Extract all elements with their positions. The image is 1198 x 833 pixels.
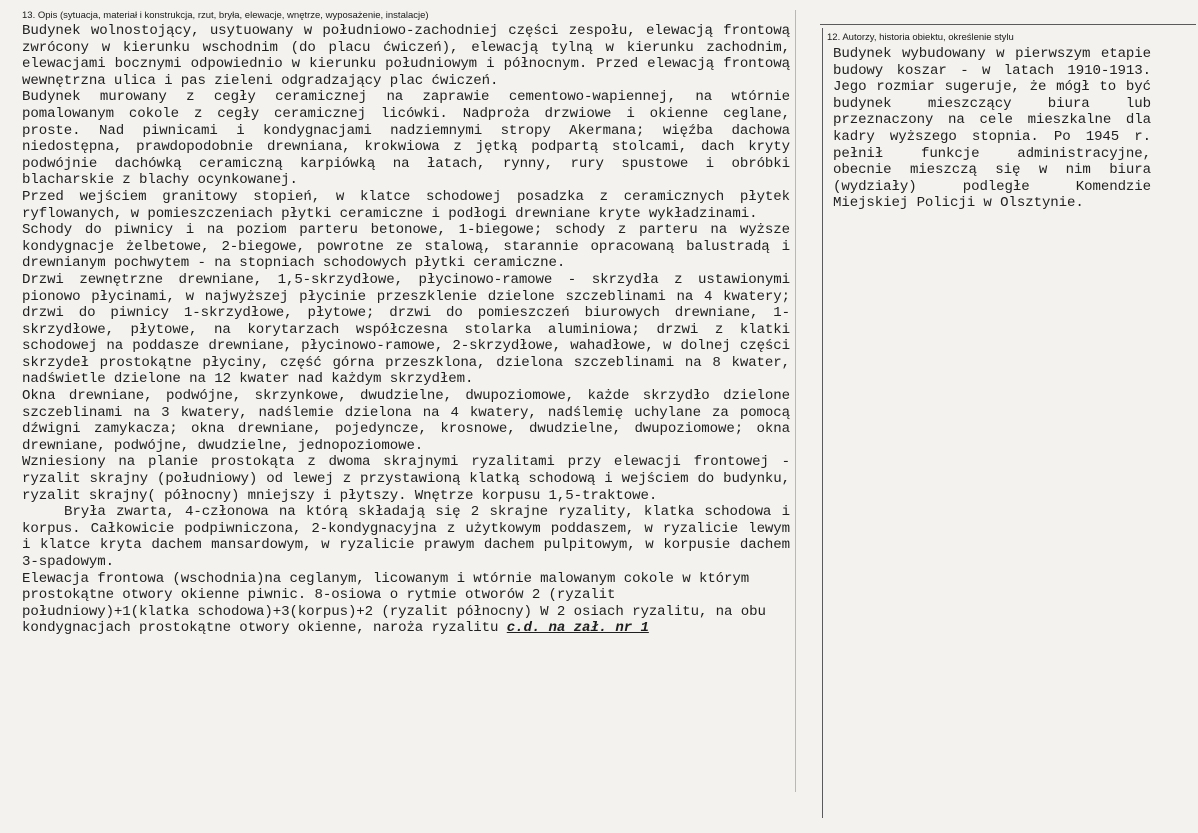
right-section-top-border	[820, 24, 1196, 25]
paragraph-windows: Okna drewniane, podwójne, skrzynkowe, dwudzielne, dwupoziomowe, każde skrzydło dzielone szczeblinami na 3 kwatery, nadślemie dzielona na 4 kwatery, nadślemię uchylane za pomocą dźwigni zamykacza; okna drewniane, pojedyncze, krosnowe, dwudzielne, dwupoziomowe; okna drewniane, podwójne, dwudzielne, jednopoziomowe.	[22, 388, 790, 454]
paragraph-massing: Bryła zwarta, 4-członowa na którą składają się 2 skrajne ryzality, klatka schodowa i korpus. Całkowicie podpiwniczona, 2-kondygnacyjna z użytkowym poddaszem, w ryzalicie lewym i klatce kryta dachem mansardowym, w ryzalicie prawym dachem pulpitowym, w korpusie dachem 3-spadowym.	[22, 504, 790, 570]
paragraph-floors: Przed wejściem granitowy stopień, w klatce schodowej posadzka z ceramicznych płytek ryflowanych, w pomieszczeniach płytki ceramiczne i podłogi drewniane kryte wykładzinami.	[22, 188, 790, 222]
paragraph-construction: Budynek murowany z cegły ceramicznej na zaprawie cementowo-wapiennej, na wtórnie pomalowanym cokole z cegły ceramicznej licówki. Nadproża drzwiowe i okienne ceglane, proste. Nad piwnicami i kondygnacjami nadziemnymi stropy Akermana; więźba dachowa niedostępna, prawdopodobnie drewniana, krokwiowa z jętką podpartą stolcami, dach kryty podwójnie dachówką ceramiczną karpiówką na łatach, rynny, rury spustowe i obróbki blacharskie z blachy ocynkowanej.	[22, 89, 790, 189]
section-13-header: 13. Opis (sytuacja, materiał i konstrukcja, rzut, bryła, elewacje, wnętrze, wyposażenie, instalacje)	[22, 10, 429, 21]
continuation-note: c.d. na zał. nr 1	[506, 620, 649, 637]
section-13-body	[22, 23, 790, 637]
column-divider	[795, 10, 796, 792]
history-text: Budynek wybudowany w pierwszym etapie budowy koszar - w latach 1910-1913. Jego rozmiar sugeruje, że mógł to być budynek mieszczący biura lub przeznaczony na cele mieszkalne dla kadry wyższego stopnia. Po 1945 r. pełnił funkcje administracyjne, obecnie mieszczą się w nim biura (wydziały) podległe Komendzie Miejskiej Policji w Olsztynie.	[833, 46, 1151, 212]
facade-text: Elewacja frontowa (wschodnia)na ceglanym, licowanym i wtórnie malowanym cokole w którym prostokątne otwory okienne piwnic. 8-osiowa o rytmie otworów 2 (ryzalit południowy)+1(klatka schodowa)+3(korpus)+2 (ryzalit północny) W 2 osiach ryzalitu, na obu kondygnacjach prostokątne otwory okienne, naroża ryzalitu	[22, 570, 766, 637]
paragraph-facade	[22, 571, 790, 637]
section-12-body	[833, 46, 1151, 212]
paragraph-plan: Wzniesiony na planie prostokąta z dwoma skrajnymi ryzalitami przy elewacji frontowej - ryzalit skrajny (południowy) od lewej z przystawioną klatką schodową i wejściem do budynku, ryzalit skrajny( północny) mniejszy i płytszy. Wnętrze korpusu 1,5-traktowe.	[22, 454, 790, 504]
paragraph-doors: Drzwi zewnętrzne drewniane, 1,5-skrzydłowe, płycinowo-ramowe - skrzydła z ustawionymi pionowo płycinami, w najwyższej płycinie przeszklenie dzielone szczeblinami na 4 kwatery; drzwi do piwnicy 1-skrzydłowe, płytowe; drzwi do pomieszczeń biurowych drewniane, 1-skrzydłowe, płytowe, na korytarzach współczesna stolarka aluminiowa; drzwi z klatki schodowej na poddasze drewniane, płycinowo-ramowe, 2-skrzydłowe, wahadłowe, w dolnej części skrzydeł prostokątne płyciny, część górna przeszklona, dzielona szczeblinami na 8 kwater, nadświetle dzielone na 12 kwater nad każdym skrzydłem.	[22, 271, 790, 388]
paragraph-location: Budynek wolnostojący, usytuowany w południowo-zachodniej części zespołu, elewacją frontową zwrócony w kierunku wschodnim (do placu ćwiczeń), elewacją tylną w kierunku zachodnim, elewacjami bocznymi odpowiednio w kierunku południowym i północnym. Przed elewacją frontową wewnętrzna ulica i pas zieleni odgradzający plac ćwiczeń.	[22, 23, 790, 89]
section-12-header: 12. Autorzy, historia obiektu, określenie stylu	[827, 32, 1014, 43]
paragraph-stairs: Schody do piwnicy i na poziom parteru betonowe, 1-biegowe; schody z parteru na wyższe kondygnacje żelbetowe, 2-biegowe, powrotne ze stalową, starannie opracowaną balustradą i drewnianym pochwytem - na stopniach schodowych płytki ceramiczne.	[22, 222, 790, 272]
section-12-history	[822, 28, 1195, 818]
section-13-description	[22, 10, 790, 810]
